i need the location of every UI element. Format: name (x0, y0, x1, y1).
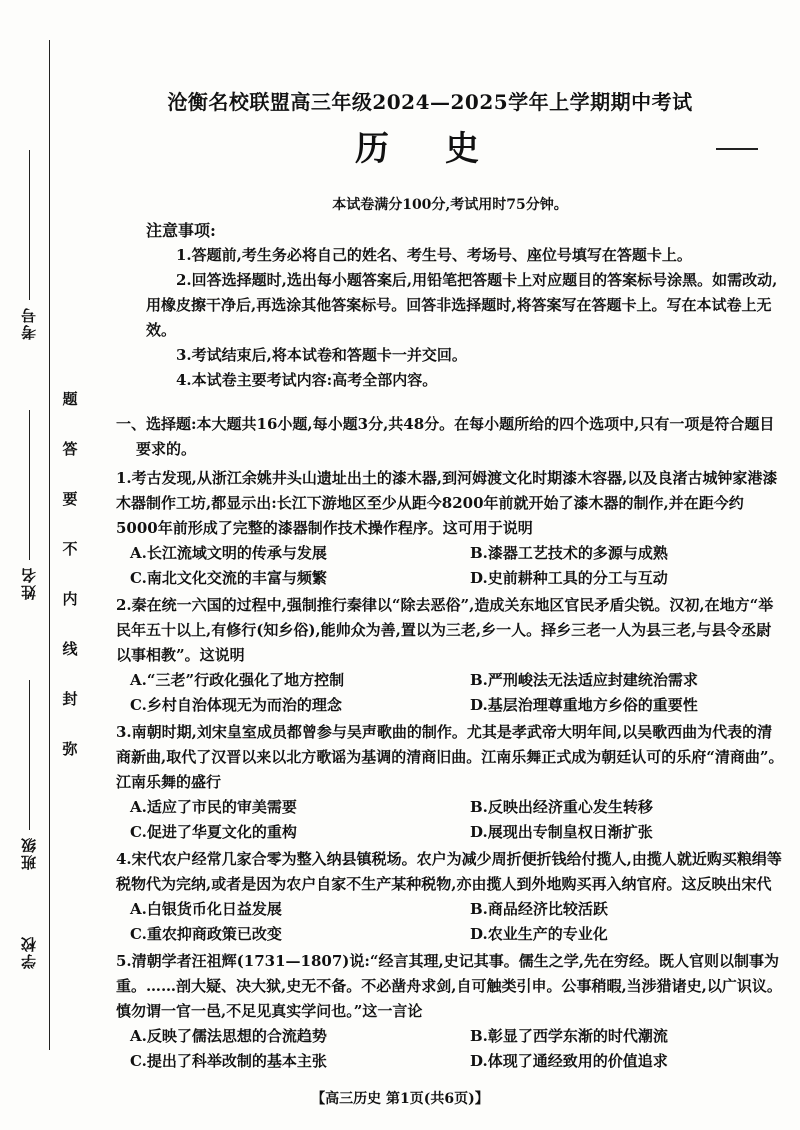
page-footer: 【高三历史 第1页(共6页)】 (311, 1091, 489, 1107)
field-label: 学校 (20, 935, 38, 969)
seal-char: 线 (62, 640, 78, 658)
notice-item: 3.考试结束后,将本试卷和答题卡一并交回。 (176, 346, 467, 364)
question-stem: 5.清朝学者汪祖辉(1731—1807)说:“经言其理,史记其事。儒生之学,先在穷经。既人官则以制事为重。……剖大疑、决大狱,史无不备。不必凿舟求剑,自可触类引申。公事稍暇,当涉猎诸史,以广识议。慎勿谓一官一邑,不足见真实学问也。”这一言论 (116, 952, 782, 1020)
option-a[interactable]: A.白银货币化日益发展 (130, 900, 282, 918)
option-c[interactable]: C.乡村自治体现无为而治的理念 (130, 696, 342, 714)
option-c[interactable]: C.提出了科举改制的基本主张 (130, 1052, 327, 1070)
seal-char: 弥 (62, 740, 78, 758)
notice-item: 1.答题前,考生务必将自己的姓名、考生号、考场号、座位号填写在答题卡上。 (176, 246, 692, 264)
field-label: 考号 (20, 306, 38, 340)
seal-char: 要 (62, 490, 78, 508)
option-c[interactable]: C.促进了华夏文化的重构 (130, 823, 297, 841)
option-d[interactable]: D.史前耕种工具的分工与互动 (470, 569, 668, 587)
seal-char: 封 (62, 690, 78, 708)
option-a[interactable]: A.长江流域文明的传承与发展 (130, 544, 327, 562)
option-b[interactable]: B.严刑峻法无法适应封建统治需求 (470, 671, 698, 689)
option-b[interactable]: B.商品经济比较活跃 (470, 900, 608, 918)
school-field[interactable] (18, 935, 46, 969)
question (116, 466, 784, 591)
option-d[interactable]: D.体现了通经致用的价值追求 (470, 1052, 668, 1070)
question (116, 593, 784, 718)
seal-char: 题 (62, 390, 78, 408)
option-c[interactable]: C.南北文化交流的丰富与频繁 (130, 569, 327, 587)
seal-char: 不 (62, 540, 78, 558)
exam-title: 沧衡名校联盟高三年级2024—2025学年上学期期中考试 (167, 90, 693, 114)
option-a[interactable]: A.反映了儒法思想的合流趋势 (130, 1027, 327, 1045)
binding-line (49, 40, 50, 1050)
field-label: 姓名 (20, 566, 38, 600)
section-title: 一、选择题:本大题共16小题,每小题3分,共48分。在每小题所给的四个选项中,只有一项是符合题目要求的。 (116, 415, 775, 458)
multiple-choice-section (116, 412, 784, 1074)
decorative-dash (716, 148, 758, 150)
option-d[interactable]: D.农业生产的专业化 (470, 925, 608, 943)
option-d[interactable]: D.基层治理尊重地方乡俗的重要性 (470, 696, 698, 714)
notice-block (146, 218, 786, 393)
name-field[interactable] (18, 410, 46, 600)
notice-item: 4.本试卷主要考试内容:高考全部内容。 (176, 371, 438, 389)
seal-char: 内 (62, 590, 78, 608)
question-stem: 4.宋代农户经常几家合零为整入纳县镇税场。农户为减少周折便折钱给付揽人,由揽人就近购买粮绢等税物代为完纳,或者是因为农户自家不生产某种税物,亦由揽人到外地购买再入纳官府。这反映出宋代 (116, 850, 782, 893)
notice-heading: 注意事项: (146, 221, 216, 240)
exam-number-field[interactable] (18, 150, 46, 340)
field-label: 班级 (20, 836, 38, 870)
exam-header (120, 86, 780, 170)
class-field[interactable] (18, 680, 46, 870)
option-b[interactable]: B.彰显了西学东渐的时代潮流 (470, 1027, 668, 1045)
option-b[interactable]: B.反映出经济重心发生转移 (470, 798, 653, 816)
option-a[interactable]: A.适应了市民的审美需要 (130, 798, 297, 816)
option-a[interactable]: A.“三老”行政化强化了地方控制 (130, 671, 345, 689)
binding-margin (0, 0, 110, 1130)
seal-char: 答 (62, 440, 78, 458)
exam-summary: 本试卷满分100分,考试用时75分钟。 (332, 197, 568, 213)
notice-item: 2.回答选择题时,选出每小题答案后,用铅笔把答题卡上对应题目的答案标号涂黑。如需改动,用橡皮擦干净后,再选涂其他答案标号。回答非选择题时,将答案写在答题卡上。写在本试卷上无效。 (146, 271, 778, 339)
question-stem: 3.南朝时期,刘宋皇室成员都曾参与吴声歌曲的制作。尤其是孝武帝大明年间,以吴歌西曲为代表的清商新曲,取代了汉晋以来以北方歌谣为基调的清商旧曲。江南乐舞正式成为朝廷认可的乐府“清商曲”。江南乐舞的盛行 (116, 723, 784, 791)
option-c[interactable]: C.重农抑商政策已改变 (130, 925, 282, 943)
question-stem: 2.秦在统一六国的过程中,强制推行秦律以“除去恶俗”,造成关东地区官民矛盾尖锐。汉初,在地方“举民年五十以上,有修行(知乡俗),能帅众为善,置以为三老,乡一人。择乡三老一人为县三老,与县令丞尉以事相教”。这说明 (116, 596, 774, 664)
question-stem: 1.考古发现,从浙江余姚井头山遗址出土的漆木器,到河姆渡文化时期漆木容器,以及良渚古城钟家港漆木器制作工坊,都显示出:长江下游地区至少从距今8200年前就开始了漆木器的制作,并在距今约5000年前形成了完整的漆器制作技术操作程序。这可用于说明 (116, 469, 778, 537)
question (116, 720, 784, 845)
question (116, 949, 784, 1074)
question (116, 847, 784, 947)
option-b[interactable]: B.漆器工艺技术的多源与成熟 (470, 544, 668, 562)
subject-title: 历史 (355, 129, 535, 169)
option-d[interactable]: D.展现出专制皇权日渐扩张 (470, 823, 653, 841)
